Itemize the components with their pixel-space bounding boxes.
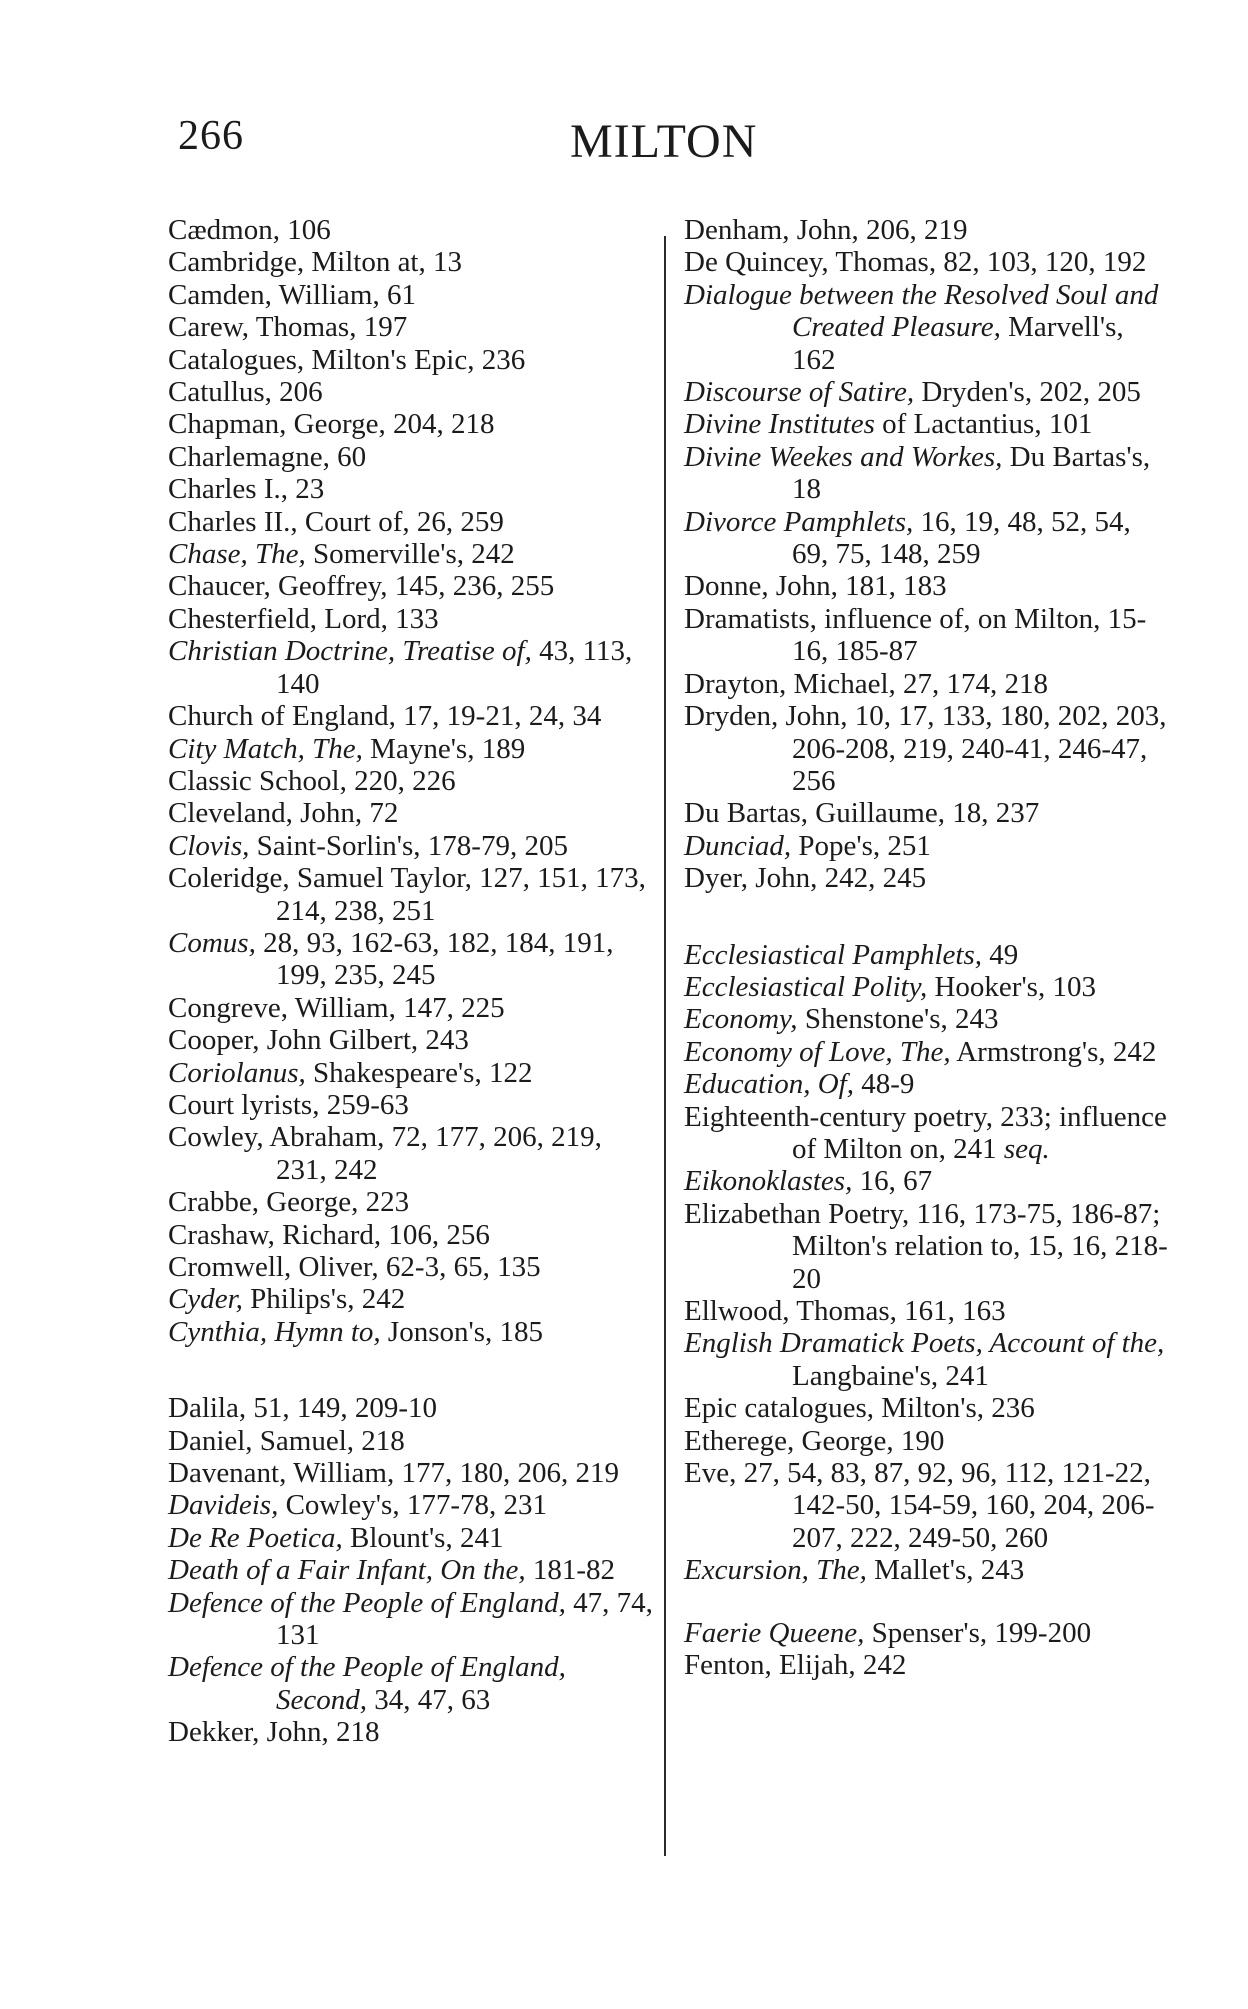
- index-entry-text: 47, 74, 131: [276, 1586, 653, 1652]
- index-entry: [168, 862, 658, 927]
- index-entry-title: City Match, The,: [168, 732, 363, 765]
- index-entry-text: 43, 113, 140: [276, 635, 633, 700]
- index-column-right: [684, 214, 1174, 1681]
- index-entry-text: Davenant, William, 177, 180, 206, 219: [168, 1457, 619, 1490]
- index-entry-text: Catullus, 206: [168, 376, 323, 409]
- index-entry-text: Mallet's, 243: [866, 1554, 1025, 1587]
- section-gap: [684, 1587, 1174, 1617]
- index-entry-text: Chapman, George, 204, 218: [168, 408, 495, 441]
- index-entry-text: Dryden's, 202, 205: [914, 376, 1141, 409]
- index-entry-text: Eve, 27, 54, 83, 87, 92, 96, 112, 121-22, 142-50, 154-59, 160, 204, 206-207, 222, 249-50, 260: [684, 1457, 1155, 1554]
- index-entry-text: Charlemagne, 60: [168, 440, 367, 473]
- index-entry-text: Court lyrists, 259-63: [168, 1088, 409, 1121]
- index-entry: [168, 733, 658, 765]
- index-entry-text: Shakespeare's, 122: [305, 1056, 533, 1089]
- index-entry-text: 181-82: [525, 1554, 616, 1587]
- index-entry-text: Epic catalogues, Milton's, 236: [684, 1392, 1035, 1425]
- index-entry-title: Cynthia, Hymn to,: [168, 1315, 381, 1348]
- index-entry: [168, 797, 658, 829]
- index-entry: [684, 1165, 1174, 1197]
- index-entry: [684, 1617, 1174, 1649]
- index-entry: [168, 214, 658, 246]
- index-entry-title: Chase, The,: [168, 538, 306, 571]
- index-entry: [684, 246, 1174, 278]
- index-entry-text: Cooper, John Gilbert, 243: [168, 1024, 469, 1057]
- index-entry-text: Dekker, John, 218: [168, 1716, 380, 1749]
- index-entry-title: Education, Of,: [684, 1068, 854, 1101]
- index-entry-text: Cleveland, John, 72: [168, 797, 399, 830]
- index-entry: [168, 1219, 658, 1251]
- index-entry-text: 16, 19, 48, 52, 54, 69, 75, 148, 259: [792, 505, 1131, 571]
- index-entry-text: Saint-Sorlin's, 178-79, 205: [249, 829, 568, 862]
- index-entry-title: Clovis,: [168, 829, 250, 862]
- index-entry-text: Carew, Thomas, 197: [168, 311, 408, 344]
- index-entry-title: Dialogue between the Resolved Soul and Created Pleasure,: [684, 278, 1159, 344]
- index-entry-title: Dunciad,: [684, 829, 792, 862]
- index-entry-title: Davideis,: [168, 1489, 279, 1522]
- index-entry: [168, 1489, 658, 1521]
- index-entry: [684, 279, 1174, 376]
- index-entry-text: 49: [982, 938, 1019, 971]
- index-entry-title: Eikonoklastes,: [684, 1165, 853, 1198]
- index-entry: [168, 376, 658, 408]
- index-entry: [168, 1186, 658, 1218]
- index-entry: [168, 927, 658, 992]
- index-entry-text: Du Bartas's, 18: [792, 440, 1151, 506]
- index-entry-title: Divine Institutes: [684, 408, 875, 441]
- index-entry: [168, 1522, 658, 1554]
- index-entry-text: Elizabethan Poetry, 116, 173-75, 186-87; Milton's relation to, 15, 16, 218-20: [684, 1197, 1168, 1295]
- index-entry: [168, 344, 658, 376]
- index-entry-text: Crabbe, George, 223: [168, 1186, 410, 1219]
- index-entry-text: Camden, William, 61: [168, 278, 416, 311]
- index-entry: [684, 700, 1174, 797]
- index-entry-title: Economy of Love, The,: [684, 1035, 951, 1068]
- index-entry: [168, 506, 658, 538]
- index-entry-text: Cambridge, Milton at, 13: [168, 246, 462, 279]
- index-entry-title: Divorce Pamphlets,: [684, 505, 914, 538]
- index-entry-title: Defence of the People of England, Second,: [168, 1651, 566, 1716]
- index-entry-text: Armstrong's, 242: [950, 1035, 1157, 1068]
- section-gap: [168, 1348, 658, 1392]
- index-entry-text: Hooker's, 103: [927, 970, 1096, 1003]
- index-entry: [168, 992, 658, 1024]
- index-entry-text: Charles I., 23: [168, 473, 325, 506]
- index-entry-text: Eighteenth-century poetry, 233; influence of Milton on, 241: [684, 1100, 1167, 1165]
- index-entry: [684, 1649, 1174, 1681]
- index-entry: [168, 1651, 658, 1716]
- index-entry-title: Cyder,: [168, 1283, 243, 1316]
- index-entry: [684, 668, 1174, 700]
- index-entry-title: Christian Doctrine, Treatise of,: [168, 635, 532, 668]
- index-entry: [684, 1036, 1174, 1068]
- index-entry-text: Philips's, 242: [242, 1283, 406, 1316]
- index-entry: [168, 1392, 658, 1424]
- index-entry: [168, 570, 658, 602]
- index-entry-title: Economy,: [684, 1003, 798, 1036]
- index-entry: [168, 1251, 658, 1283]
- section-gap: [684, 895, 1174, 939]
- index-entry: [168, 1283, 658, 1315]
- index-entry: [168, 1587, 658, 1652]
- index-entry: [168, 279, 658, 311]
- index-entry-text: Cromwell, Oliver, 62-3, 65, 135: [168, 1251, 541, 1283]
- index-entry: [684, 1327, 1174, 1392]
- index-entry-title: Ecclesiastical Polity,: [684, 970, 928, 1003]
- index-entry: [684, 1392, 1174, 1424]
- index-entry: [168, 441, 658, 473]
- index-entry: [168, 1716, 658, 1748]
- index-entry-text: Daniel, Samuel, 218: [168, 1424, 405, 1457]
- index-entry-text: Dyer, John, 242, 245: [684, 862, 927, 895]
- column-divider: [664, 236, 666, 1856]
- index-entry-title: Death of a Fair Infant, On the,: [168, 1554, 526, 1587]
- index-entry: [168, 311, 658, 343]
- index-entry-text: Cowley, Abraham, 72, 177, 206, 219, 231, 242: [168, 1121, 602, 1186]
- index-entry-text: Blount's, 241: [342, 1521, 504, 1554]
- index-column-left: [168, 214, 658, 1749]
- index-entry: [168, 1024, 658, 1056]
- index-entry-text: Catalogues, Milton's Epic, 236: [168, 343, 526, 376]
- index-entry-text: Ellwood, Thomas, 161, 163: [684, 1295, 1006, 1327]
- index-entry-title: Faerie Queene,: [684, 1616, 865, 1649]
- index-entry: [684, 862, 1174, 894]
- index-entry-title: De Re Poetica,: [168, 1521, 343, 1554]
- index-entry: [168, 1089, 658, 1121]
- index-entry: [168, 700, 658, 732]
- index-entry: [168, 473, 658, 505]
- index-entry: [168, 1425, 658, 1457]
- index-entry-text: Shenstone's, 243: [797, 1003, 999, 1036]
- index-entry-text: Langbaine's, 241: [792, 1359, 989, 1392]
- index-entry-text: Crashaw, Richard, 106, 256: [168, 1218, 490, 1251]
- page-title: MILTON: [570, 115, 758, 168]
- index-entry-title: Defence of the People of England,: [168, 1586, 566, 1619]
- index-entry-text: 34, 47, 63: [367, 1683, 491, 1716]
- index-entry: [168, 1457, 658, 1489]
- index-entry: [684, 1198, 1174, 1295]
- index-entry-text: Spenser's, 199-200: [864, 1616, 1092, 1649]
- index-entry-title: Discourse of Satire,: [684, 376, 915, 409]
- index-entry-title: Comus,: [168, 926, 256, 959]
- index-entry-text: Drayton, Michael, 27, 174, 218: [684, 667, 1049, 700]
- index-entry: [168, 408, 658, 440]
- index-entry-text: Fenton, Elijah, 242: [684, 1649, 907, 1682]
- index-entry-text: Charles II., Court of, 26, 259: [168, 505, 504, 538]
- index-entry-text: Dramatists, influence of, on Milton, 15-16, 185-87: [684, 602, 1147, 668]
- index-entry: [168, 635, 658, 700]
- index-entry: [684, 1554, 1174, 1586]
- index-entry-text: Coleridge, Samuel Taylor, 127, 151, 173, 214, 238, 251: [168, 862, 646, 927]
- page-number: 266: [178, 113, 244, 159]
- index-entry: [684, 797, 1174, 829]
- index-entry: [684, 1068, 1174, 1100]
- index-entry-title: Excursion, The,: [684, 1554, 867, 1587]
- index-entry-text: Cowley's, 177-78, 231: [278, 1489, 547, 1522]
- index-entry-text: Pope's, 251: [791, 829, 931, 862]
- index-entry-text: Etherege, George, 190: [684, 1424, 945, 1457]
- index-entry: [684, 1101, 1174, 1166]
- index-entry-text: Denham, John, 206, 219: [684, 214, 968, 246]
- index-entry-text: 48-9: [853, 1068, 915, 1101]
- index-entry: [684, 1003, 1174, 1035]
- index-entry-text: Du Bartas, Guillaume, 18, 237: [684, 797, 1040, 830]
- index-entry: [684, 603, 1174, 668]
- index-entry-title: Coriolanus,: [168, 1056, 306, 1089]
- index-entry-text: Cædmon, 106: [168, 214, 331, 246]
- index-entry: [168, 830, 658, 862]
- index-entry-text: Mayne's, 189: [362, 732, 526, 765]
- index-entry: [684, 441, 1174, 506]
- index-entry: [684, 408, 1174, 440]
- index-entry-text: of Lactantius, 101: [874, 408, 1093, 441]
- index-entry-title: seq.: [1003, 1132, 1050, 1165]
- index-entry-text: 16, 67: [852, 1165, 933, 1198]
- index-entry: [168, 603, 658, 635]
- index-entry: [684, 1425, 1174, 1457]
- index-entry-title: English Dramatick Poets, Account of the,: [684, 1327, 1165, 1360]
- index-entry-text: Donne, John, 181, 183: [684, 570, 947, 603]
- index-entry: [684, 830, 1174, 862]
- index-entry: [684, 506, 1174, 571]
- index-entry: [168, 1554, 658, 1586]
- index-entry-text: Dryden, John, 10, 17, 133, 180, 202, 203, 206-208, 219, 240-41, 246-47, 256: [684, 700, 1167, 797]
- index-entry-text: Congreve, William, 147, 225: [168, 991, 505, 1024]
- index-entry: [684, 376, 1174, 408]
- index-entry: [168, 1057, 658, 1089]
- index-entry: [168, 246, 658, 278]
- index-entry-text: Somerville's, 242: [305, 538, 515, 571]
- index-entry-title: Divine Weekes and Workes,: [684, 440, 1003, 473]
- index-entry-text: Dalila, 51, 149, 209-10: [168, 1392, 438, 1425]
- index-entry: [168, 1316, 658, 1348]
- index-entry-text: 28, 93, 162-63, 182, 184, 191, 199, 235, 245: [255, 926, 614, 992]
- index-entry-text: Chaucer, Geoffrey, 145, 236, 255: [168, 570, 555, 603]
- index-entry-text: Jonson's, 185: [380, 1315, 543, 1348]
- index-entry: [168, 1121, 658, 1186]
- index-entry: [684, 939, 1174, 971]
- index-entry: [684, 570, 1174, 602]
- index-entry-text: Chesterfield, Lord, 133: [168, 602, 439, 635]
- index-entry-title: Ecclesiastical Pamphlets,: [684, 938, 982, 971]
- index-entry: [684, 1457, 1174, 1554]
- index-entry-text: De Quincey, Thomas, 82, 103, 120, 192: [684, 246, 1147, 279]
- index-entry: [684, 971, 1174, 1003]
- index-entry: [684, 214, 1174, 246]
- index-entry-text: Marvell's, 162: [792, 311, 1124, 376]
- index-entry: [684, 1295, 1174, 1327]
- index-entry: [168, 765, 658, 797]
- index-entry-text: Church of England, 17, 19-21, 24, 34: [168, 700, 602, 733]
- index-entry-text: Classic School, 220, 226: [168, 764, 456, 797]
- index-entry: [168, 538, 658, 570]
